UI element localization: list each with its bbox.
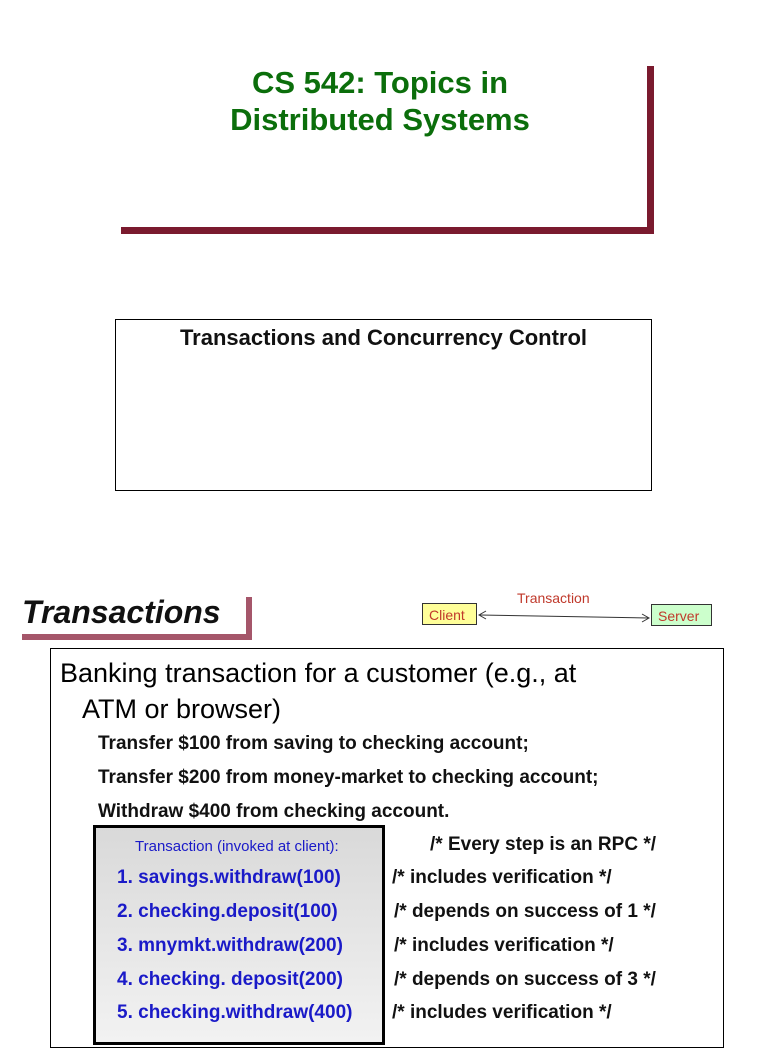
subtitle-text: Transactions and Concurrency Control	[179, 325, 588, 350]
client-node: Client	[422, 603, 477, 625]
double-arrow-icon	[476, 608, 652, 624]
rpc-code-line: 4. checking. deposit(200)	[117, 969, 343, 990]
slide-title-line2: Distributed Systems	[230, 102, 530, 137]
rpc-code-comment: /* includes verification */	[392, 867, 612, 888]
decorative-horizontal-bar	[121, 227, 654, 234]
rpc-header-comment: /* Every step is an RPC */	[430, 834, 656, 855]
rpc-code-comment: /* includes verification */	[394, 935, 614, 956]
rpc-code-line: 1. savings.withdraw(100)	[117, 867, 341, 888]
heading-decorative-vertical-bar	[246, 597, 252, 638]
step-item: Withdraw $400 from checking account.	[98, 801, 450, 822]
step-item: Transfer $100 from saving to checking account;	[98, 733, 529, 754]
slide-title	[130, 64, 630, 138]
step-item: Transfer $200 from money-market to checking account;	[98, 767, 599, 788]
main-bullet-line2: ATM or browser)	[82, 694, 282, 724]
rpc-code-comment: /* includes verification */	[392, 1002, 612, 1023]
heading-decorative-horizontal-bar	[22, 634, 252, 640]
decorative-vertical-bar	[647, 66, 654, 234]
slide-title-line1: CS 542: Topics in	[251, 65, 509, 100]
rpc-code-line: 2. checking.deposit(100)	[117, 901, 338, 922]
section-heading: Transactions	[22, 594, 221, 630]
transaction-arrow-label: Transaction	[517, 590, 590, 606]
rpc-box-title: Transaction (invoked at client):	[135, 838, 339, 855]
rpc-code-line: 3. mnymkt.withdraw(200)	[117, 935, 343, 956]
rpc-code-line: 5. checking.withdraw(400)	[117, 1002, 353, 1023]
rpc-code-comment: /* depends on success of 1 */	[394, 901, 656, 922]
rpc-code-comment: /* depends on success of 3 */	[394, 969, 656, 990]
main-bullet	[60, 655, 710, 727]
subtitle-box	[115, 319, 652, 491]
server-node: Server	[651, 604, 712, 626]
main-bullet-line1: Banking transaction for a customer (e.g., at	[60, 658, 577, 688]
